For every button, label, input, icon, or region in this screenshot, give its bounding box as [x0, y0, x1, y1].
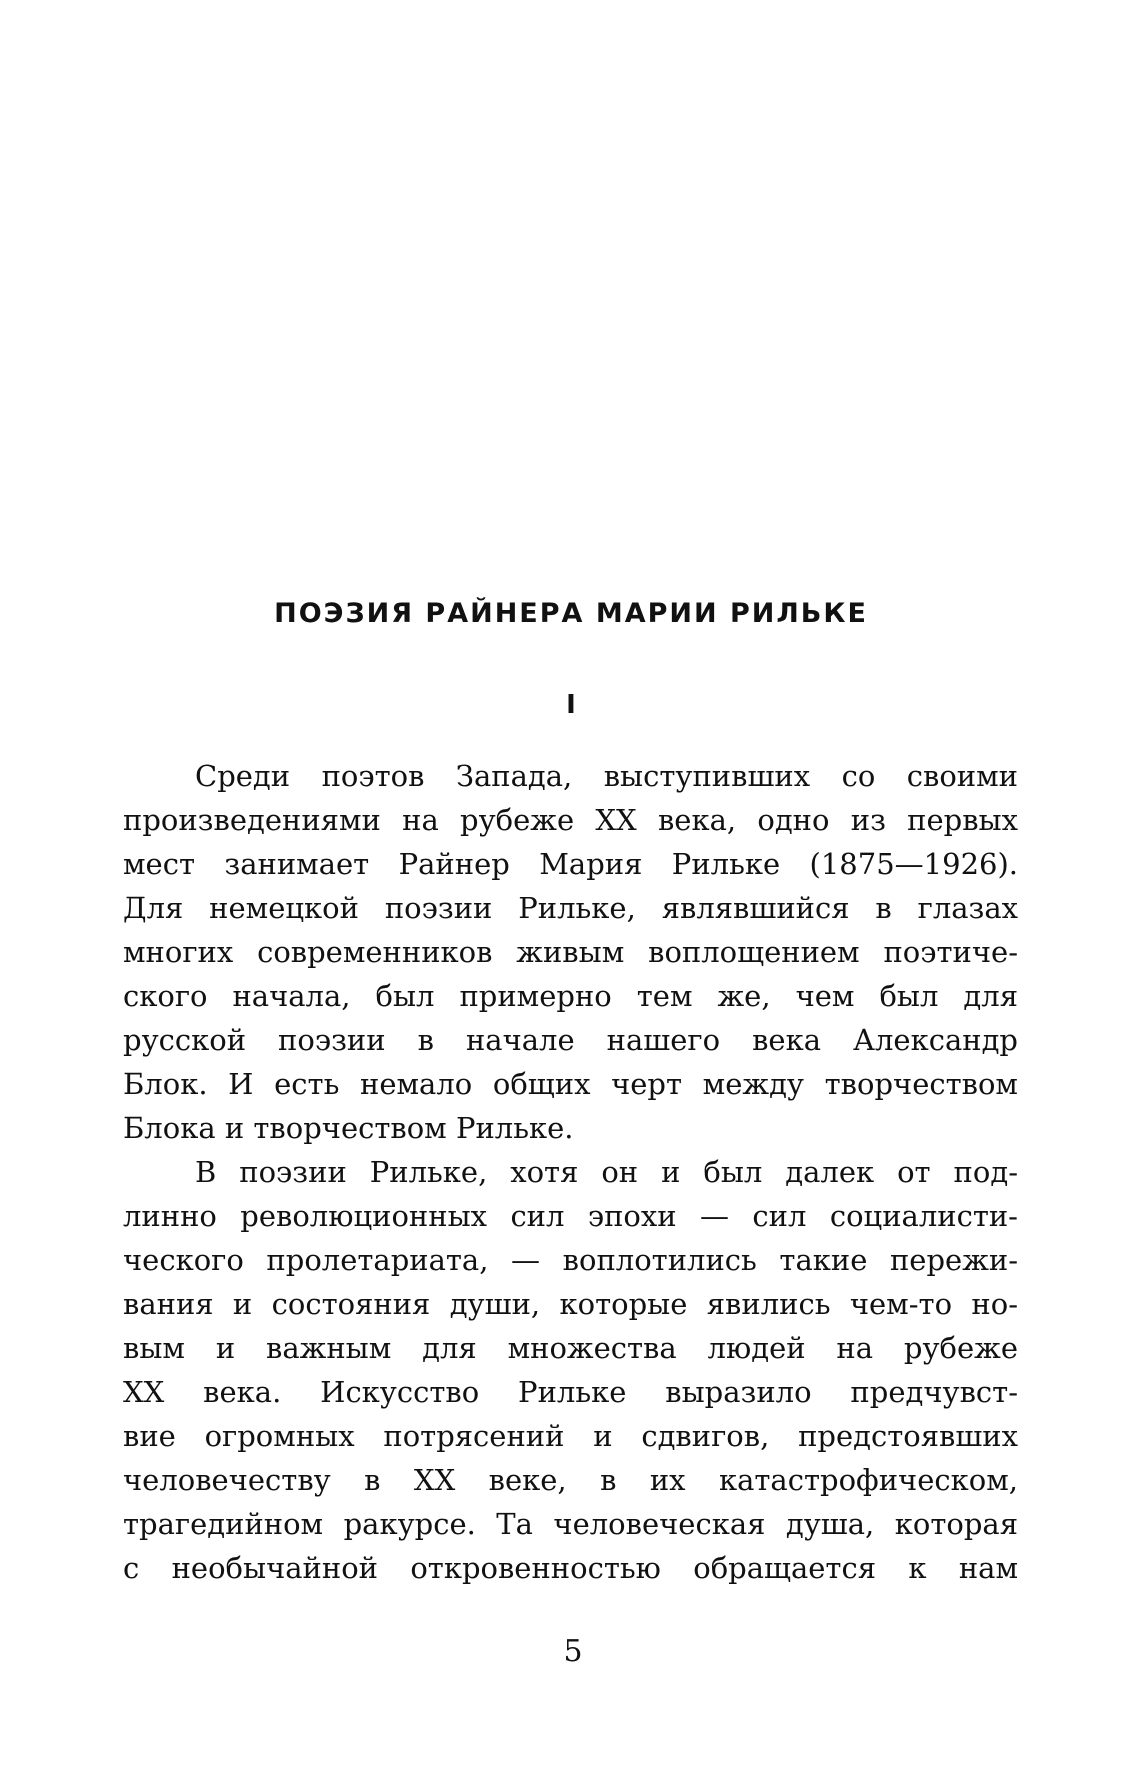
text-line: Для немецкой поэзии Рильке, являвшийся в глазах: [123, 891, 1018, 925]
body-text: [123, 754, 1018, 1590]
paragraph-1: [123, 754, 1018, 1150]
chapter-title: ПОЭЗИЯ РАЙНЕРА МАРИИ РИЛЬКЕ: [274, 598, 868, 629]
text-line: произведениями на рубеже XX века, одно из первых: [123, 803, 1018, 837]
text-line: ческого пролетариата, — воплотились такие пережи-: [123, 1243, 1018, 1277]
page-number: 5: [563, 1634, 583, 1669]
text-line: Среди поэтов Запада, выступивших со своими: [195, 759, 1018, 793]
text-line: В поэзии Рильке, хотя он и был далек от под-: [195, 1155, 1018, 1189]
section-number: I: [566, 690, 576, 720]
text-line: ского начала, был примерно тем же, чем был для: [123, 979, 1018, 1013]
text-line: человечеству в XX веке, в их катастрофическом,: [123, 1463, 1018, 1497]
text-line: вие огромных потрясений и сдвигов, предстоявших: [123, 1419, 1018, 1453]
paragraph-2: [123, 1150, 1018, 1590]
text-line: Блок. И есть немало общих черт между творчеством: [123, 1067, 1018, 1101]
text-line: вым и важным для множества людей на рубеже: [123, 1331, 1018, 1365]
text-line: мест занимает Райнер Мария Рильке (1875—1926).: [123, 847, 1018, 881]
text-line: Блока и творчеством Рильке.: [123, 1111, 574, 1145]
text-line: вания и состояния души, которые явились чем-то но-: [123, 1287, 1018, 1321]
text-line: трагедийном ракурсе. Та человеческая душа, которая: [123, 1507, 1018, 1541]
text-line: линно революционных сил эпохи — сил социалисти-: [123, 1199, 1018, 1233]
text-line: с необычайной откровенностью обращается к нам: [123, 1551, 1018, 1585]
text-line: XX века. Искусство Рильке выразило предчувст-: [123, 1375, 1018, 1409]
text-line: русской поэзии в начале нашего века Александр: [123, 1023, 1018, 1057]
text-line: многих современников живым воплощением поэтиче-: [123, 935, 1018, 969]
